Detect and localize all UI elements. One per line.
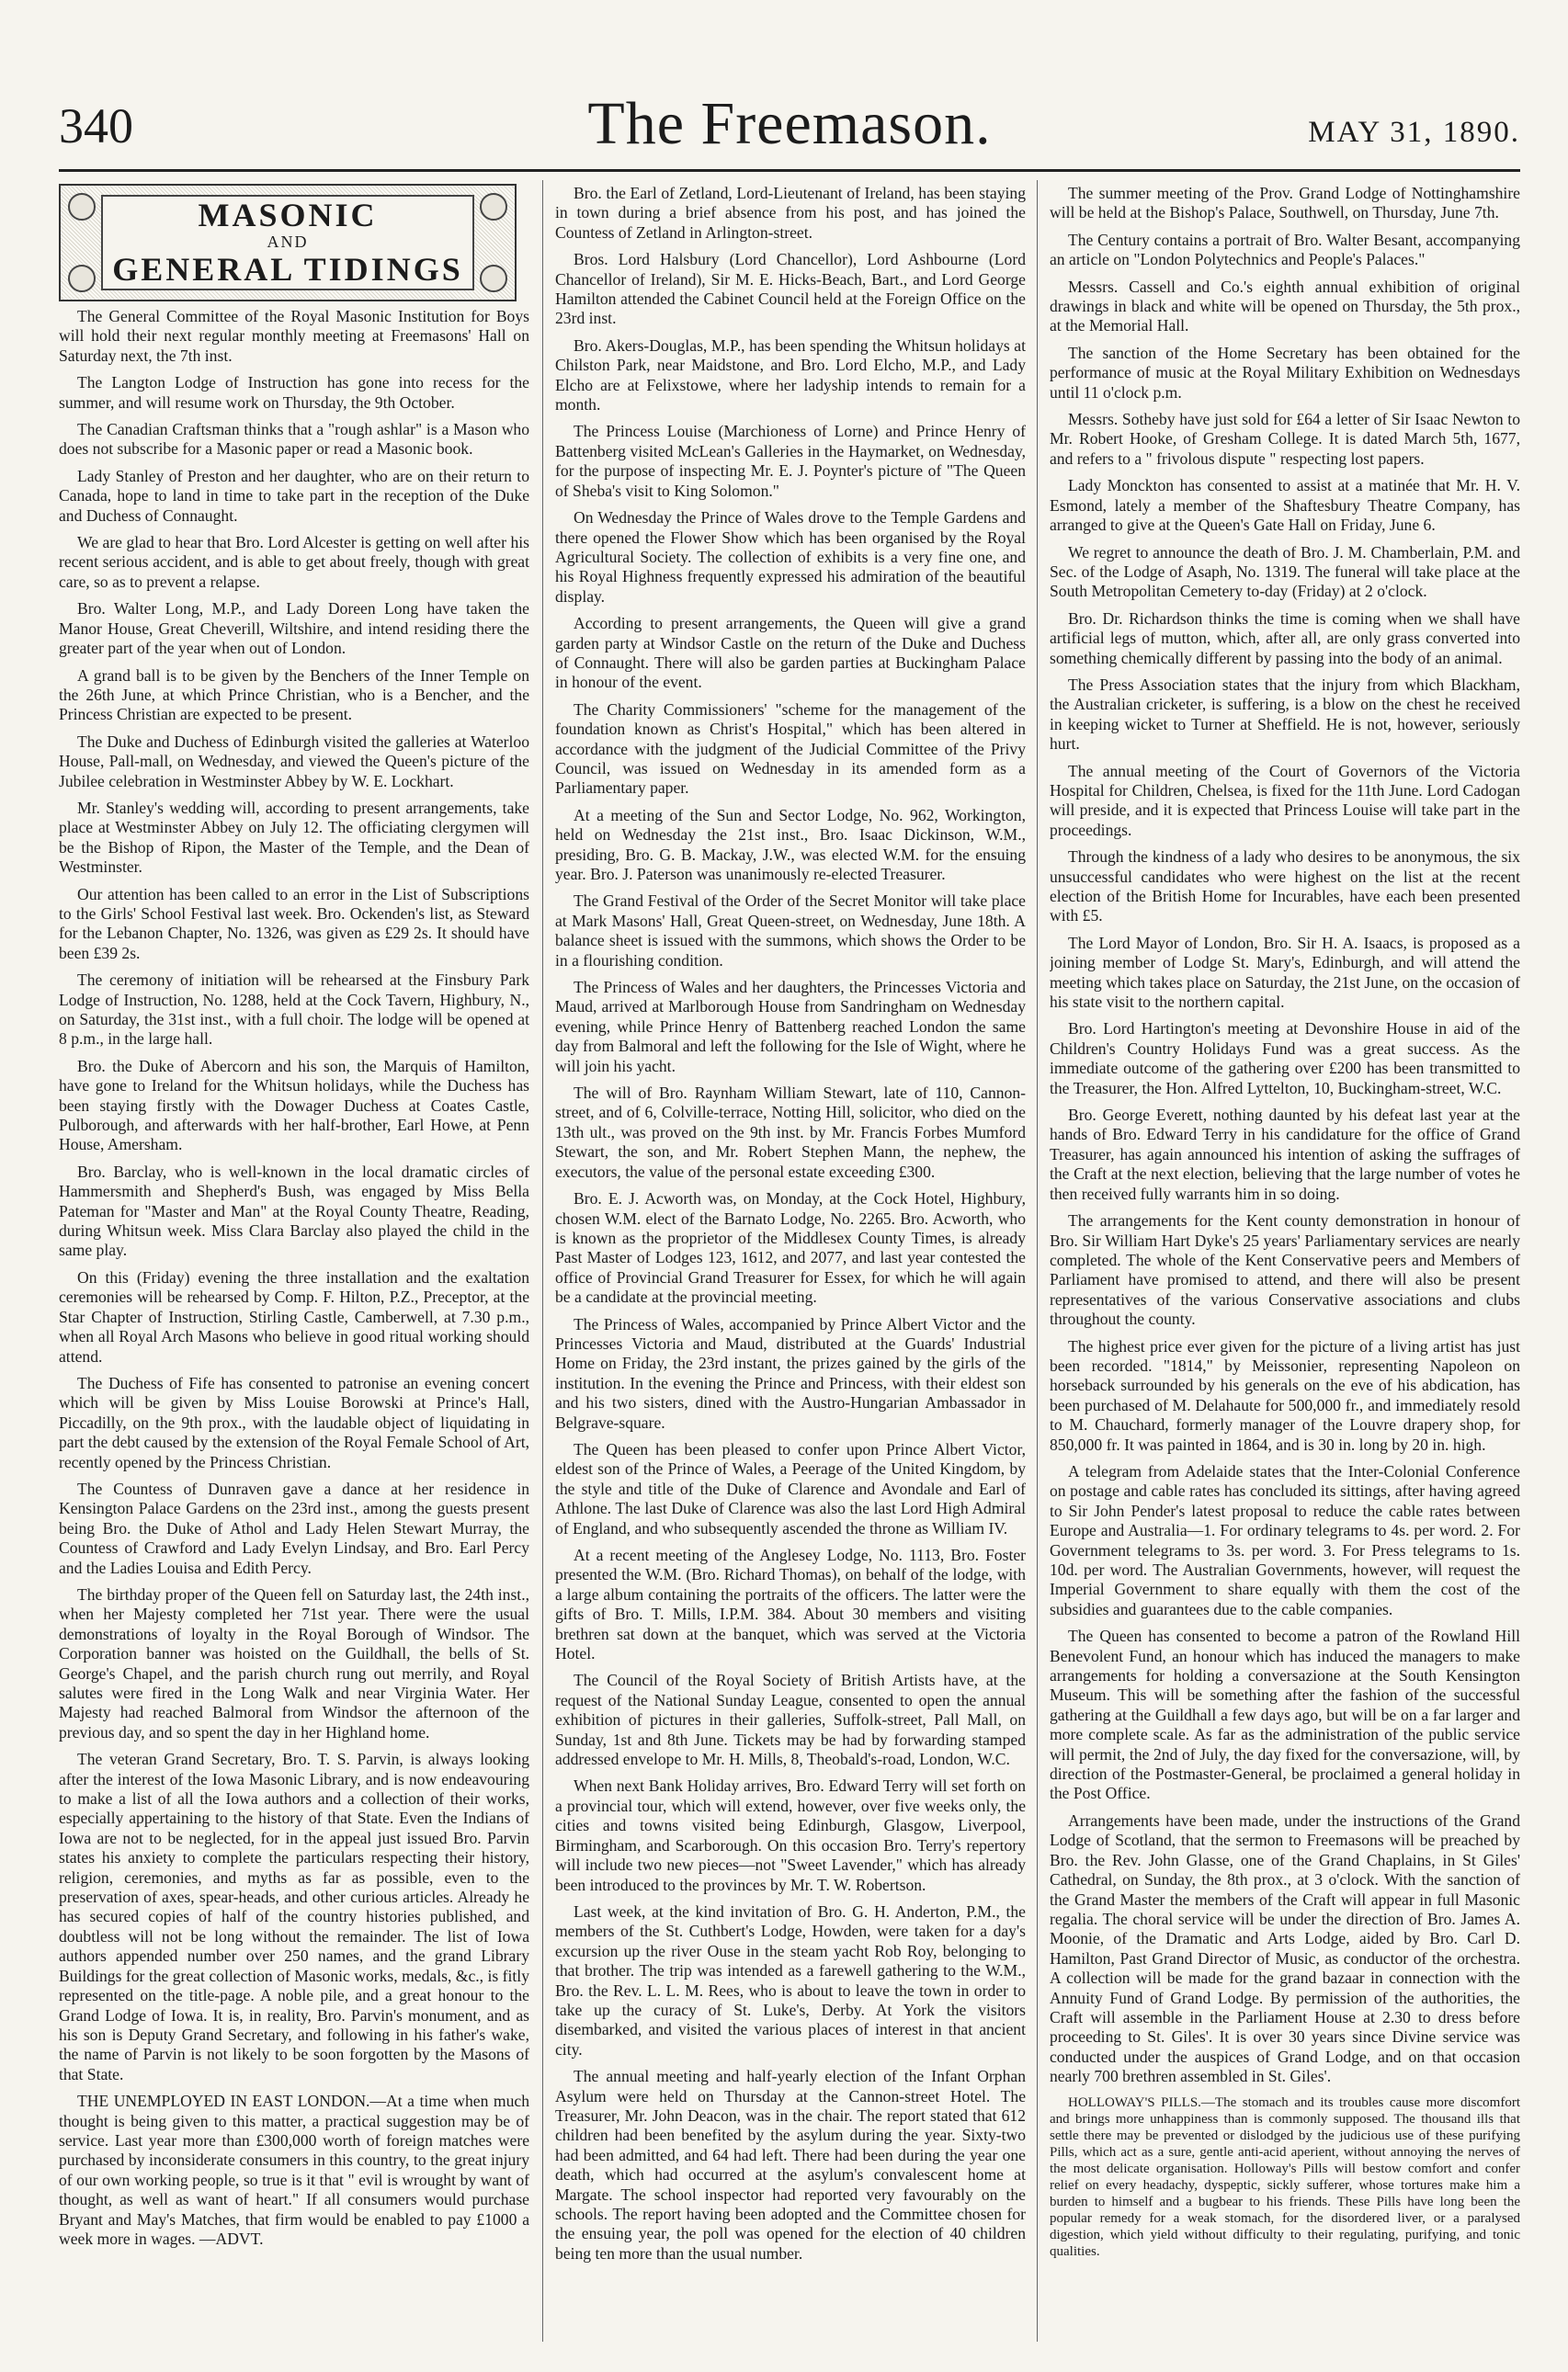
issue-date: MAY 31, 1890. xyxy=(1308,116,1520,149)
ornament-icon xyxy=(480,265,507,292)
column-3 xyxy=(1050,184,1520,2342)
advertisement: HOLLOWAY'S PILLS.—The stomach and its troubles cause more discomfort and brings more unhappiness than is commonly supposed. The thousand ills that settle there may be prevented or dislodged by the judicious use of these purifying Pills, which act as a sure, gentle anti-acid aperient, without annoying the nerves of the most delicate organisation. Holloway's Pills will bestow comfort and confer relief on every headachy, dyspeptic, sickly sufferer, whose tortures make him a burden to himself and a bugbear to his friends. These Pills have long been the popular remedy for a weak stomach, for the disordered liver, or a paralysed digestion, which yield without difficulty to their regulating, purifying, and tonic qualities. xyxy=(1050,2094,1520,2259)
article-paragraph: Lady Stanley of Preston and her daughter, who are on their return to Canada, hope to land in time to take part in the reception of the Duke and Duchess of Connaught. xyxy=(59,466,529,525)
article-paragraph: The birthday proper of the Queen fell on Saturday last, the 24th inst., when her Majesty completed her 71st year. There were the usual demonstrations of loyalty in the Royal Borough of Windsor. The Corporation banner was hoisted on the Guildhall, the bells of St. George's Chapel, and the parish church rung out merrily, and Royal salutes were fired in the Long Walk and near Virginia Water. Her Majesty had reached Balmoral from Windsor the afternoon of the previous day, and so spent the day in her Highland home. xyxy=(59,1584,529,1742)
article-paragraph: On Wednesday the Prince of Wales drove to the Temple Gardens and there opened the Flower Show which has been organised by the Royal Agricultural Society. The collection of exhibits is a very fine one, and his Royal Highness frequently expressed his admiration of the beautiful display. xyxy=(555,508,1026,606)
article-paragraph: Lady Monckton has consented to assist at a matinée that Mr. H. V. Esmond, lately a member of the Shaftesbury Theatre Company, has arranged to give at the Queen's Gate Hall on Friday, June 6. xyxy=(1050,476,1520,535)
article-paragraph: Through the kindness of a lady who desires to be anonymous, the six unsuccessful candidates who were highest on the list at the recent election of the British Home for Incurables, have each been presented with £5. xyxy=(1050,847,1520,925)
column-3-articles xyxy=(1050,184,1520,2087)
section-banner xyxy=(59,184,517,301)
article-paragraph: Bro. Dr. Richardson thinks the time is coming when we shall have artificial legs of mutton, which, after all, are only grass converted into something chemically different by passing into the body of an animal. xyxy=(1050,608,1520,667)
article-paragraph: The highest price ever given for the picture of a living artist has just been recorded. "1814," by Meissonier, representing Napoleon on horseback surrounded by his generals on the eve of his abdication, has been purchased of M. Delahaute for 500,000 fr., and immediately resold to M. Chauchard, formerly manager of the Louvre drapery shop, for 850,000 fr. It was painted in 1864, and is 30 in. long by 20 in. high. xyxy=(1050,1336,1520,1454)
article-paragraph: The summer meeting of the Prov. Grand Lodge of Nottinghamshire will be held at the Bishop's Palace, Southwell, on Thursday, June 7th. xyxy=(1050,184,1520,222)
article-paragraph: The Press Association states that the injury from which Blackham, the Australian cricketer, is suffering, is a blow on the chest he received in keeping wicket to Turner at Sheffield. He is not, however, seriously hurt. xyxy=(1050,675,1520,754)
banner-line-3: GENERAL TIDINGS xyxy=(112,251,463,288)
masthead-title: The Freemason. xyxy=(587,90,992,157)
article-paragraph: The Council of the Royal Society of British Artists have, at the request of the National Sunday League, consented to open the annual exhibition of pictures in their galleries, Suffolk-street, Pall Mall, on Sunday, 1st and 8th June. Tickets may be had by forwarding stamped addressed envelope to Mr. H. Mills, 8, Theobald's-road, London, W.C. xyxy=(555,1671,1026,1769)
article-paragraph: THE UNEMPLOYED IN EAST LONDON.—At a time when much thought is being given to this matter, a practical suggestion may be of service. Last year more than £300,000 worth of foreign matches were purchased by inconsiderate consumers in this country, to the great injury of our own working people, so true is it that " evil is wrought by want of thought, as well as want of heart." If all consumers would purchase Bryant and May's Matches, that firm would be enabled to pay £1000 a week more in wages. —ADVT. xyxy=(59,2092,529,2248)
article-paragraph: The annual meeting of the Court of Governors of the Victoria Hospital for Children, Chelsea, is fixed for the 11th June. Lord Cadogan will preside, and it is expected that Princess Louise will take part in the proceedings. xyxy=(1050,761,1520,839)
header-rule xyxy=(59,169,1520,172)
column-1-articles xyxy=(59,307,529,2249)
article-paragraph: The Canadian Craftsman thinks that a "rough ashlar" is a Mason who does not subscribe for a Masonic paper or read a Masonic book. xyxy=(59,420,529,459)
article-paragraph: The Queen has consented to become a patron of the Rowland Hill Benevolent Fund, an honour which has induced the managers to make arrangements for holding a conversazione at the South Kensington Museum. This will be something after the fashion of the successful gathering at the Guildhall a few days ago, but will be on a far larger and more complete scale. As far as the administration of the public service will permit, the 2nd of July, the day fixed for the conversazione, will, by direction of the Postmaster-General, be proclaimed a general holiday in the Post Office. xyxy=(1050,1627,1520,1803)
article-paragraph: The Lord Mayor of London, Bro. Sir H. A. Isaacs, is proposed as a joining member of Lodge St. Mary's, Edinburgh, and will attend the meeting which takes place on Saturday, the 21st June, on the occasion of his state visit to the northern capital. xyxy=(1050,933,1520,1012)
article-paragraph: The Princess Louise (Marchioness of Lorne) and Prince Henry of Battenberg visited McLean's Galleries in the Haymarket, on Wednesday, for the purpose of inspecting Mr. E. J. Poynter's picture of "The Queen of Sheba's visit to King Solomon." xyxy=(555,422,1026,500)
article-paragraph: Messrs. Cassell and Co.'s eighth annual exhibition of original drawings in black and white will be opened on Thursday, the 5th prox., at the Memorial Hall. xyxy=(1050,277,1520,335)
article-paragraph: Bro. the Duke of Abercorn and his son, the Marquis of Hamilton, have gone to Ireland for the Whitsun holidays, while the Duchess has been staying firstly with the Dowager Duchess at Coates Castle, Pulborough, and afterwards with her half-brother, Earl Howe, at Penn House, Amersham. xyxy=(59,1056,529,1154)
article-paragraph: The Century contains a portrait of Bro. Walter Besant, accompanying an article on "London Polytechnics and People's Palaces." xyxy=(1050,230,1520,269)
column-divider xyxy=(1037,180,1038,2342)
article-paragraph: The Countess of Dunraven gave a dance at her residence in Kensington Palace Gardens on the 23rd inst., among the guests present being Bro. the Duke of Athol and Lady Helen Stewart Murray, the Countess of Crawford and Lady Evelyn Lindsay, and Bro. Earl Percy and the Ladies Louisa and Edith Percy. xyxy=(59,1479,529,1577)
article-paragraph: Bro. the Earl of Zetland, Lord-Lieutenant of Ireland, has been staying in town during a brief absence from his post, and has joined the Countess of Zetland in Arlington-street. xyxy=(555,184,1026,242)
ornament-icon xyxy=(68,193,96,221)
article-paragraph: The General Committee of the Royal Masonic Institution for Boys will hold their next regular monthly meeting at Freemasons' Hall on Saturday next, the 7th inst. xyxy=(59,307,529,365)
article-paragraph: Bro. E. J. Acworth was, on Monday, at the Cock Hotel, Highbury, chosen W.M. elect of the Barnato Lodge, No. 2265. Bro. Acworth, who is known as the proprietor of the Middlesex County Times, is already Past Master of Lodges 123, 1612, and 2077, and last year contested the office of Provincial Grand Treasurer for Essex, for which he will again be a candidate at the provincial meeting. xyxy=(555,1189,1026,1307)
article-paragraph: Bro. Barclay, who is well-known in the local dramatic circles of Hammersmith and Shepherd's Bush, was engaged by Miss Bella Pateman for "Master and Man" at the Royal County Theatre, Reading, during Whitsun week. Miss Clara Barclay also played the child in the same play. xyxy=(59,1162,529,1260)
article-paragraph: A grand ball is to be given by the Benchers of the Inner Temple on the 26th June, at which Prince Christian, who is a Bencher, and the Princess Christian are expected to be present. xyxy=(59,665,529,724)
column-2-articles xyxy=(555,184,1026,2264)
article-paragraph: When next Bank Holiday arrives, Bro. Edward Terry will set forth on a provincial tour, which will extend, however, over five weeks only, the cities and towns visited being Edinburgh, Glasgow, Liverpool, Birmingham, and Scarborough. On this occasion Bro. Terry's repertory will include two new pieces—not "Sweet Lavender," which has already been introduced to the provinces by Mr. T. W. Robertson. xyxy=(555,1776,1026,1894)
article-paragraph: Bro. Akers-Douglas, M.P., has been spending the Whitsun holidays at Chilston Park, near Maidstone, and Bro. Lord Elcho, M.P., and Lady Elcho are at Felixstowe, where her ladyship intends to remain for a month. xyxy=(555,335,1026,414)
column-1 xyxy=(59,184,529,2342)
article-paragraph: At a recent meeting of the Anglesey Lodge, No. 1113, Bro. Foster presented the W.M. (Bro. Richard Thomas), on behalf of the lodge, with a large album containing the portraits of the officers. The latter were the gifts of Bro. T. Mills, I.P.M. 384. About 30 members and visiting brethren sat down at the banquet, which was served at the Victoria Hotel. xyxy=(555,1546,1026,1663)
article-paragraph: The arrangements for the Kent county demonstration in honour of Bro. Sir William Hart Dyke's 25 years' Parliamentary services are nearly completed. The whole of the Kent Conservative peers and Members of Parliament have promised to attend, and there will also be present representatives of the various Conservative associations and clubs throughout the county. xyxy=(1050,1211,1520,1329)
column-2 xyxy=(555,184,1026,2342)
banner-line-2: AND xyxy=(267,233,309,251)
article-paragraph: Bro. Lord Hartington's meeting at Devonshire House in aid of the Children's Country Holidays Fund was a great success. As the immediate outcome of the gathering over £200 has been transmitted to the Treasurer, the Hon. Alfred Lyttelton, 10, Buckingham-street, W.C. xyxy=(1050,1019,1520,1097)
article-paragraph: We regret to announce the death of Bro. J. M. Chamberlain, P.M. and Sec. of the Lodge of Asaph, No. 1319. The funeral will take place at the South Metropolitan Cemetery to-day (Friday) at 2 o'clock. xyxy=(1050,542,1520,601)
article-paragraph: The Princess of Wales, accompanied by Prince Albert Victor and the Princesses Victoria and Maud, distributed at the Guards' Industrial Home on Friday, the 23rd instant, the prizes gained by the girls of the institution. In the evening the Prince and Princess, with their eldest son and his two sisters, dined with the Austro-Hungarian Ambassador in Belgrave-square. xyxy=(555,1314,1026,1432)
article-paragraph: The Charity Commissioners' "scheme for the management of the foundation known as Christ's Hospital," which has been altered in accordance with the judgment of the Judicial Committee of the Privy Council, was issued on Wednesday in its amended form as a Parliamentary paper. xyxy=(555,699,1026,798)
article-paragraph: Messrs. Sotheby have just sold for £64 a letter of Sir Isaac Newton to Mr. Robert Hooke, of Gresham College. It is dated March 5th, 1677, and refers to a " frivolous dispute " respecting lost papers. xyxy=(1050,410,1520,468)
article-paragraph: The Grand Festival of the Order of the Secret Monitor will take place at Mark Masons' Hall, Great Queen-street, on Wednesday, June 18th. A balance sheet is issued with the summons, which shows the Order to be in a flourishing condition. xyxy=(555,891,1026,970)
article-paragraph: The Duke and Duchess of Edinburgh visited the galleries at Waterloo House, Pall-mall, on Wednesday, and viewed the Queen's picture of the Jubilee celebration in Westminster Abbey by W. E. Lockhart. xyxy=(59,732,529,790)
article-paragraph: Bro. Walter Long, M.P., and Lady Doreen Long have taken the Manor House, Great Cheverill, Wiltshire, and intend residing there the greater part of the year when out of London. xyxy=(59,599,529,658)
article-paragraph: The annual meeting and half-yearly election of the Infant Orphan Asylum were held on Thursday at the Cannon-street Hotel. The Treasurer, Mr. John Deacon, was in the chair. The report stated that 612 children had been benefited by the asylum during the year. Sixty-two had been admitted, and 64 had left. There had been during the year one death, which had occurred at the asylum's convalescent home at Margate. The school inspector had reported very favourably on the schools. The report having been adopted and the Committee chosen for the ensuing year, the poll was opened for the election of 40 children being ten more than the usual number. xyxy=(555,2067,1026,2263)
page-number: 340 xyxy=(59,98,133,153)
article-paragraph: Bro. George Everett, nothing daunted by his defeat last year at the hands of Bro. Edward Terry in his candidature for the office of Grand Treasurer, has again announced his intention of asking the suffrages of the Craft at the next election, believing that the large number of votes he then received fully warrants him in so doing. xyxy=(1050,1106,1520,1203)
banner-title xyxy=(101,195,474,290)
article-paragraph: The ceremony of initiation will be rehearsed at the Finsbury Park Lodge of Instruction, No. 1288, held at the Cock Tavern, Highbury, N., on Saturday, the 31st inst., with a full choir. The lodge will be opened at 8 p.m., in the large hall. xyxy=(59,970,529,1049)
article-paragraph: The Queen has been pleased to confer upon Prince Albert Victor, eldest son of the Prince of Wales, a Peerage of the United Kingdom, by the style and title of the Duke of Clarence and Avondale and Earl of Athlone. The last Duke of Clarence was also the last Lord High Admiral of England, and who subsequently ascended the throne as William IV. xyxy=(555,1439,1026,1538)
article-paragraph: The veteran Grand Secretary, Bro. T. S. Parvin, is always looking after the interest of the Iowa Masonic Library, and is now endeavouring to make a list of all the Iowa authors and a collection of their works, especially appertaining to the history of that State. Even the Indians of Iowa are not to be neglected, for in the appeal just issued Bro. Parvin states his anxiety to complete the particulars respecting their history, religion, ceremonies, and myths as far as possible, even to the preservation of axes, spear-heads, and other curious articles. Already he has secured copies of half of the country histories published, and doubtless will not be long without the remainder. The list of Iowa authors appended number over 250 names, and the grand Library Buildings for the great collection of Masonic works, medals, &c., is fitly represented on the title-page. A noble pile, and a great honour to the Grand Lodge of Iowa. It is, in reality, Bro. Parvin's monument, and as his son is Deputy Grand Secretary, and following in his father's wake, the name of Parvin is not likely to be soon forgotten by the Masons of that State. xyxy=(59,1750,529,2083)
article-paragraph: The Princess of Wales and her daughters, the Princesses Victoria and Maud, arrived at Marlborough House from Sandringham on Wednesday evening, while Prince Henry of Battenberg reached London the same day from Balmoral and left the following for the Isle of Wight, where he will join his yacht. xyxy=(555,978,1026,1075)
article-paragraph: At a meeting of the Sun and Sector Lodge, No. 962, Workington, held on Wednesday the 21st inst., Bro. Isaac Dickinson, W.M., presiding, Bro. G. B. Mackay, J.W., was elected W.M. for the ensuing year. Bro. J. Paterson was unanimously re-elected Treasurer. xyxy=(555,805,1026,883)
article-paragraph: Bros. Lord Halsbury (Lord Chancellor), Lord Ashbourne (Lord Chancellor of Ireland), Sir M. E. Hicks-Beach, Bart., and Lord George Hamilton attended the Cabinet Council held at the Foreign Office on the 23rd inst. xyxy=(555,250,1026,328)
article-paragraph: The Duchess of Fife has consented to patronise an evening concert which will be given by Miss Louise Borowski at Prince's Hall, Piccadilly, on the 9th prox., with the laudable object of liquidating in part the debt caused by the extension of the Royal Female School of Art, recently opened by the Princess Christian. xyxy=(59,1373,529,1471)
article-paragraph: We are glad to hear that Bro. Lord Alcester is getting on well after his recent serious accident, and is able to get about freely, though with great care, so as to prevent a relapse. xyxy=(59,533,529,591)
ornament-icon xyxy=(480,193,507,221)
page-header xyxy=(59,90,1520,164)
article-paragraph: Last week, at the kind invitation of Bro. G. H. Anderton, P.M., the members of the St. Cuthbert's Lodge, Howden, were taken for a day's excursion up the river Ouse in the steam yacht Rob Roy, belonging to that brother. The trip was intended as a farewell gathering to the W.M., Bro. the Rev. L. L. M. Rees, who is about to leave the town in order to take up the curacy of St. Luke's, Derby. At York the visitors disembarked, and visited the various places of interest in that ancient city. xyxy=(555,1901,1026,2059)
article-paragraph: Arrangements have been made, under the instructions of the Grand Lodge of Scotland, that the sermon to Freemasons will be preached by Bro. the Rev. John Glasse, one of the Grand Chaplains, in St Giles' Cathedral, on Sunday, the 8th prox., at 3 o'clock. With the sanction of the Grand Master the members of the Craft will appear in full Masonic regalia. The choral service will be under the direction of Bro. James A. Moonie, of the Dramatic and Arts Lodge, aided by Bro. Carl D. Hamilton, Past Grand Director of Music, as conductor of the orchestra. A collection will be made for the grand bazaar in connection with the Annuity Fund of Grand Lodge. By permission of the authorities, the Craft will assemble in the Parliament House at 2.30 to dress before proceeding to St. Giles'. It is over 30 years since Divine service was conducted under the auspices of Grand Lodge, and on that occasion nearly 700 brethren assembled in St. Giles'. xyxy=(1050,1810,1520,2086)
article-paragraph: A telegram from Adelaide states that the Inter-Colonial Conference on postage and cable rates has concluded its sittings, after having agreed to Sir John Pender's latest proposal to reduce the cable rates between Europe and Australia—1. For ordinary telegrams to 4s. per word. 2. For Government telegrams to 3s. per word. 3. For Press telegrams to 1s. 10d. per word. The Australian Governments, however, will request the Imperial Government to share equally with them the cost of the subsidies and guarantees due to the cable companies. xyxy=(1050,1461,1520,1618)
article-paragraph: The Langton Lodge of Instruction has gone into recess for the summer, and will resume work on Thursday, the 9th October. xyxy=(59,373,529,412)
banner-line-1: MASONIC xyxy=(198,197,378,233)
article-paragraph: According to present arrangements, the Queen will give a grand garden party at Windsor Castle on the return of the Duke and Duchess of Connaught. There will also be garden parties at Buckingham Palace in honour of the event. xyxy=(555,614,1026,692)
column-divider xyxy=(542,180,543,2342)
article-paragraph: The sanction of the Home Secretary has been obtained for the performance of music at the Royal Military Exhibition on Wednesdays until 11 o'clock p.m. xyxy=(1050,343,1520,402)
article-paragraph: The will of Bro. Raynham William Stewart, late of 110, Cannon-street, and of 6, Colville-terrace, Notting Hill, solicitor, who died on the 13th ult., was proved on the 9th inst. by Mr. Francis Forbes Mumford Stewart, the son, and Mr. Robert Stephen Mann, the nephew, the executors, the value of the personal estate exceeding £300. xyxy=(555,1084,1026,1181)
ornament-icon xyxy=(68,265,96,292)
article-paragraph: Mr. Stanley's wedding will, according to present arrangements, take place at Westminster Abbey on July 12. The officiating clergymen will be the Bishop of Ripon, the Master of the Temple, and the Dean of Westminster. xyxy=(59,798,529,877)
article-paragraph: Our attention has been called to an error in the List of Subscriptions to the Girls' School Festival last week. Bro. Ockenden's list, as Steward for the Lebanon Chapter, No. 1326, was given as £29 2s. It should have been £39 2s. xyxy=(59,884,529,962)
article-paragraph: On this (Friday) evening the three installation and the exaltation ceremonies will be rehearsed by Comp. F. Hilton, P.Z., Preceptor, at the Star Chapter of Instruction, Stirling Castle, Camberwell, at 7.30 p.m., when all Royal Arch Masons who believe in good ritual working should attend. xyxy=(59,1267,529,1366)
